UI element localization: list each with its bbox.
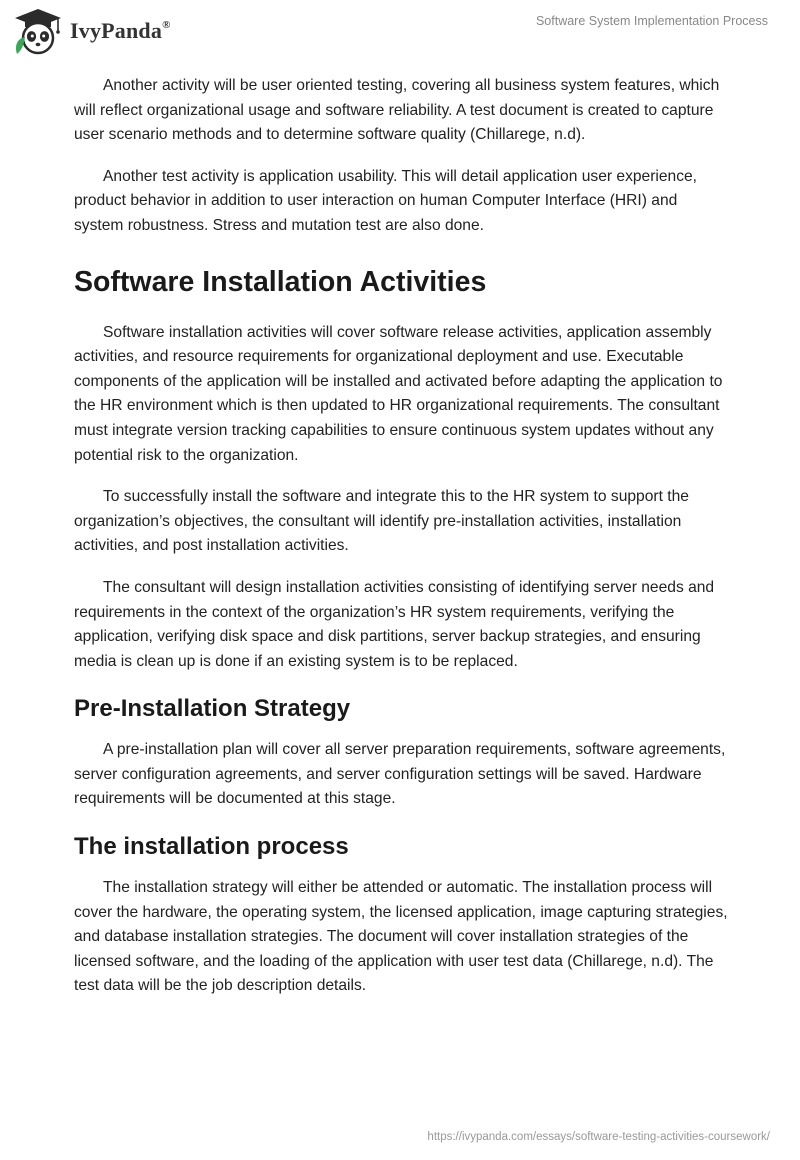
page-header (0, 0, 800, 62)
section-heading: Software Installation Activities (74, 265, 487, 298)
paragraph: Another test activity is application usability. This will detail application user experience, product behavior in addition to user interaction on human Computer Interface (HRI) and system robustness. Stress and mutation test are also done. (74, 167, 698, 234)
brand-logo[interactable] (12, 7, 171, 55)
registered-mark: ® (162, 18, 171, 31)
paragraph: Another activity will be user oriented testing, covering all business system features, which will reflect organizational usage and software reliability. A test document is created to capture user scenario methods and to determine software quality (Chillarege, n.d). (74, 77, 720, 144)
brand-name: IvyPanda® (70, 18, 171, 43)
paragraph: To successfully install the software and integrate this to the HR system to support the organization’s objectives, the consultant will identify pre-installation activities, installation activities, and post installation activities. (74, 488, 689, 555)
paragraph: The installation strategy will either be attended or automatic. The installation process will cover the hardware, the operating system, the licensed application, image capturing strategies, and database installation strategies. The document will cover installation strategies of the licensed software, and the loading of the application with user test data (Chillarege, n.d). The test data will be the job description details. (74, 879, 728, 995)
subsection-heading: Pre-Installation Strategy (74, 695, 351, 723)
panda-graduate-icon (12, 7, 64, 55)
source-url[interactable]: https://ivypanda.com/essays/software-testing-activities-coursework/ (427, 1131, 770, 1143)
subsection-heading: The installation process (74, 833, 349, 861)
paragraph: A pre-installation plan will cover all server preparation requirements, software agreements, server configuration agreements, and server configuration settings will be saved. Hardware requirements will be documented at this stage. (74, 741, 726, 808)
paragraph: Software installation activities will cover software release activities, application assembly activities, and resource requirements for organizational deployment and use. Executable components of the application will be installed and activated before adapting the application to the HR environment which is then updated to HR organizational requirements. The consultant must integrate version tracking capabilities to ensure continuous system updates without any potential risk to the organization. (74, 323, 723, 464)
document-title: Software System Implementation Process (535, 14, 768, 28)
paragraph: The consultant will design installation activities consisting of identifying server needs and requirements in the context of the organization’s HR system requirements, verifying the application, verifying disk space and disk partitions, server backup strategies, and ensuring media is clean up is done if an existing system is to be replaced. (74, 578, 715, 670)
essay-content (74, 74, 728, 1016)
